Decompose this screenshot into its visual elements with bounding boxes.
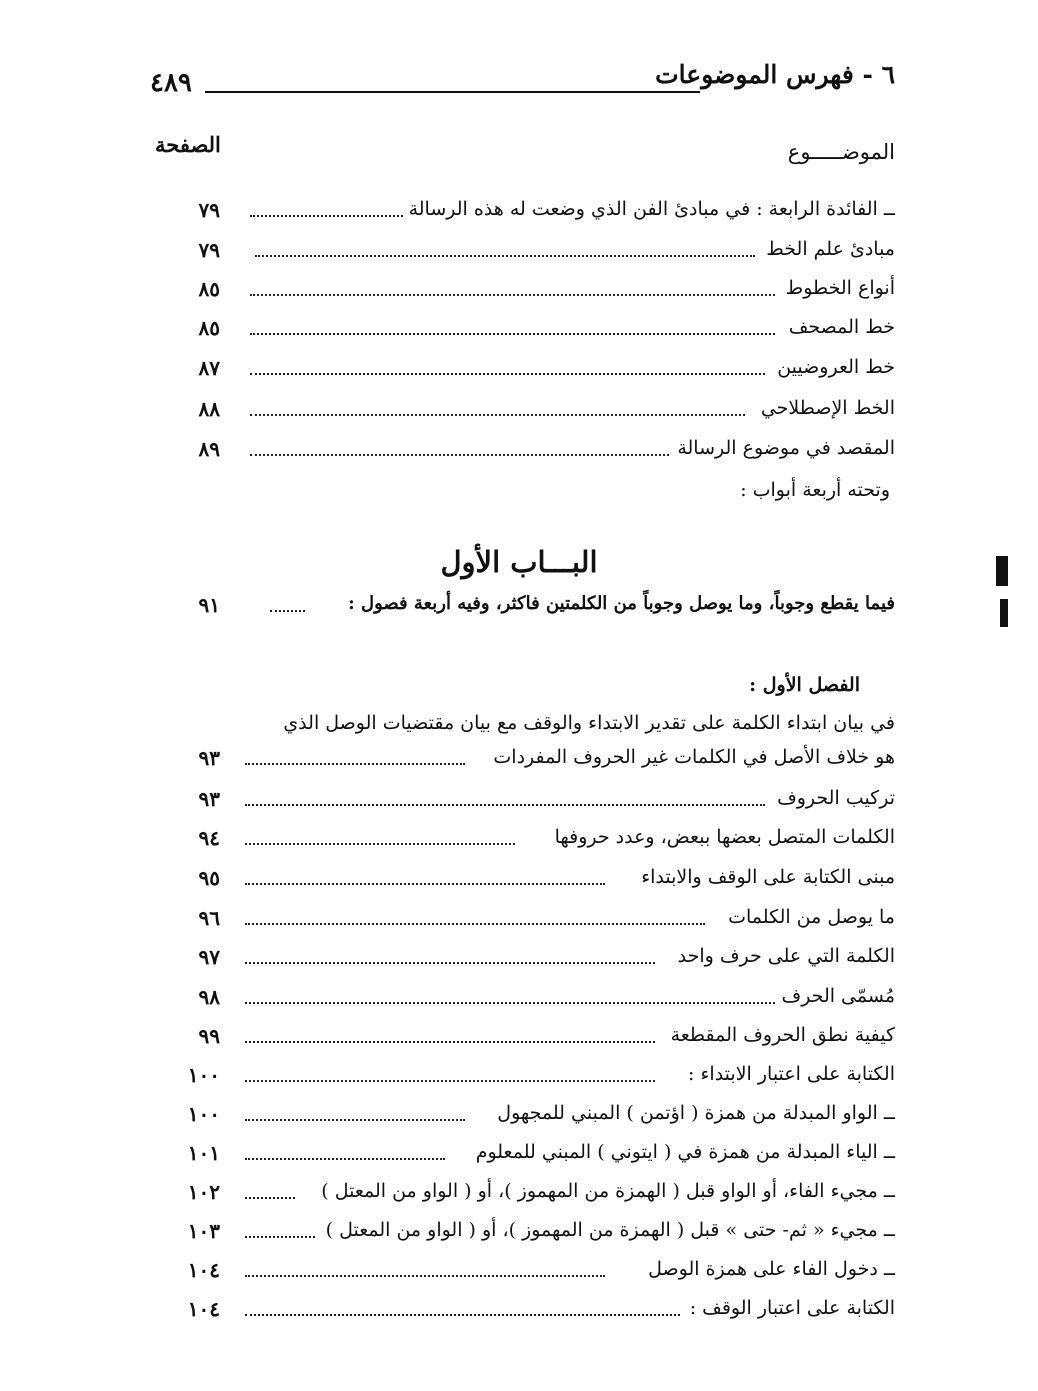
toc-entry-page: ١٠٣ <box>187 1219 220 1243</box>
toc-entry-page: ٩٩ <box>198 1024 220 1048</box>
toc-entry <box>150 826 895 862</box>
toc-entry <box>150 277 895 313</box>
toc-entry-text: كيفية نطق الحروف المقطعة <box>665 1024 895 1046</box>
toc-entry <box>150 356 895 392</box>
leader-dots <box>245 923 705 925</box>
toc-entry-page: ٩٨ <box>198 985 220 1009</box>
toc-entry <box>150 1102 895 1138</box>
toc-entry-text: ــ مجيء « ثم- حتى » قبل ( الهمزة من المهموز )، أو ( الواو من المعتل ) <box>320 1219 895 1241</box>
toc-entry-page: ١٠٢ <box>187 1180 220 1204</box>
leader-dots <box>250 294 775 296</box>
toc-entry-text: الكلمة التي على حرف واحد <box>672 945 895 967</box>
toc-entry-text: أنواع الخطوط <box>780 277 895 299</box>
margin-mark <box>996 556 1008 586</box>
column-topic-label: الموضـــــوع <box>787 140 895 164</box>
toc-entry <box>150 866 895 902</box>
toc-entry-page: ٧٩ <box>198 238 220 262</box>
toc-entry-text: ما يوصل من الكلمات <box>722 906 895 928</box>
margin-mark <box>1000 599 1008 627</box>
toc-entry <box>150 1258 895 1294</box>
header-title: ٦ - فهرس الموضوعات <box>655 60 895 89</box>
leader-dots <box>245 883 605 885</box>
toc-entry-text: الكتابة على اعتبار الوقف : <box>684 1297 895 1319</box>
leader-dots <box>245 1080 655 1082</box>
leader-dots <box>245 804 765 806</box>
toc-entry <box>150 906 895 942</box>
toc-entry <box>150 397 895 433</box>
toc-entry-text: الكلمات المتصل بعضها ببعض، وعدد حروفها <box>549 826 895 848</box>
column-headings <box>150 132 895 172</box>
leader-dots <box>245 1119 465 1121</box>
subdivision-note: وتحته أربعة أبواب : <box>740 479 890 501</box>
toc-entry <box>150 437 895 473</box>
toc-entry <box>150 316 895 352</box>
toc-entry-page: ٨٧ <box>198 356 220 380</box>
toc-entry-page: ٨٥ <box>198 277 220 301</box>
toc-entry <box>150 1297 895 1333</box>
leader-dots <box>250 414 745 416</box>
leader-dots <box>245 1275 605 1277</box>
leader-dots <box>250 454 685 456</box>
toc-entry-page: ٨٨ <box>198 397 220 421</box>
toc-entry-text: الكتابة على اعتبار الابتداء : <box>682 1063 895 1085</box>
toc-entry-text: مبادئ علم الخط <box>760 238 895 260</box>
toc-entry-page: ٨٥ <box>198 316 220 340</box>
leader-dots <box>245 1158 445 1160</box>
toc-entry <box>150 985 895 1021</box>
leader-dots <box>245 1197 295 1199</box>
leader-dots <box>245 843 515 845</box>
toc-entry-text: مبنى الكتابة على الوقف والابتداء <box>635 866 895 888</box>
leader-dots <box>250 333 775 335</box>
section-intro: في بيان ابتداء الكلمة على تقدير الابتداء والوقف مع بيان مقتضيات الوصل الذي <box>283 712 895 734</box>
toc-entry-page: ٩٦ <box>198 906 220 930</box>
toc-entry <box>150 1141 895 1177</box>
column-page-label: الصفحة <box>155 132 221 157</box>
toc-entry-page: ١٠١ <box>187 1141 220 1165</box>
toc-entry-page: ٧٩ <box>198 198 220 222</box>
toc-entry-page: ٩١ <box>198 593 220 617</box>
toc-entry <box>150 746 895 782</box>
toc-entry-page: ٨٩ <box>198 437 220 461</box>
leader-dots <box>255 255 755 257</box>
toc-entry <box>150 238 895 274</box>
toc-entry-page: ١٠٠ <box>187 1063 220 1087</box>
toc-entry-text: خط المصحف <box>783 316 895 338</box>
toc-entry-text: المقصد في موضوع الرسالة <box>671 437 895 459</box>
page-header <box>150 60 895 100</box>
toc-entry <box>150 945 895 981</box>
toc-entry <box>150 1063 895 1099</box>
chapter-title: البـــاب الأول <box>440 545 598 579</box>
toc-entry <box>150 1219 895 1255</box>
toc-entry-page: ٩٣ <box>198 787 220 811</box>
leader-dots <box>245 1314 680 1316</box>
chapter-entry <box>150 593 895 629</box>
header-rule <box>205 91 700 93</box>
toc-entry-text: هو خلاف الأصل في الكلمات غير الحروف المفردات <box>487 746 895 768</box>
leader-dots <box>245 962 655 964</box>
toc-entry-page: ١٠٤ <box>187 1258 220 1282</box>
toc-entry-page: ٩٤ <box>198 826 220 850</box>
leader-dots <box>245 763 465 765</box>
leader-dots <box>270 610 305 612</box>
page-number: ٤٨٩ <box>150 68 192 98</box>
toc-entry-text: ــ دخول الفاء على همزة الوصل <box>642 1258 895 1280</box>
toc-entry-text: ــ الياء المبدلة من همزة في ( ايتوني ) المبني للمعلوم <box>470 1141 895 1163</box>
section-title: الفصل الأول : <box>749 674 860 696</box>
leader-dots <box>245 1002 775 1004</box>
toc-entry-text: مُسمّى الحرف <box>776 985 896 1007</box>
toc-entry-page: ١٠٤ <box>187 1297 220 1321</box>
toc-entry-text: ــ مجيء الفاء، أو الواو قبل ( الهمزة من المهموز )، أو ( الواو من المعتل ) <box>315 1180 895 1202</box>
toc-entry-text: ــ الواو المبدلة من همزة ( اؤتمن ) المبني للمجهول <box>491 1102 895 1124</box>
toc-entry <box>150 1024 895 1060</box>
toc-entry-text: الخط الإصطلاحي <box>755 397 895 419</box>
toc-entry-text: خط العروضيين <box>771 356 895 378</box>
chapter-description: فيما يقطع وجوباً، وما يوصل وجوباً من الكلمتين فاكثر، وفيه أربعة فصول : <box>342 593 895 614</box>
toc-entry-page: ٩٥ <box>198 866 220 890</box>
leader-dots <box>245 1041 655 1043</box>
toc-entry <box>150 198 895 234</box>
leader-dots <box>245 1236 315 1238</box>
toc-entry-page: ٩٣ <box>198 746 220 770</box>
leader-dots <box>250 215 415 217</box>
toc-entry-text: ــ الفائدة الرابعة : في مبادئ الفن الذي وضعت له هذه الرسالة <box>403 198 895 220</box>
leader-dots <box>250 373 765 375</box>
toc-entry-page: ٩٧ <box>198 945 220 969</box>
toc-entry <box>150 1180 895 1216</box>
toc-entry-text: تركيب الحروف <box>771 787 895 809</box>
toc-entry-page: ١٠٠ <box>187 1102 220 1126</box>
toc-entry <box>150 787 895 823</box>
